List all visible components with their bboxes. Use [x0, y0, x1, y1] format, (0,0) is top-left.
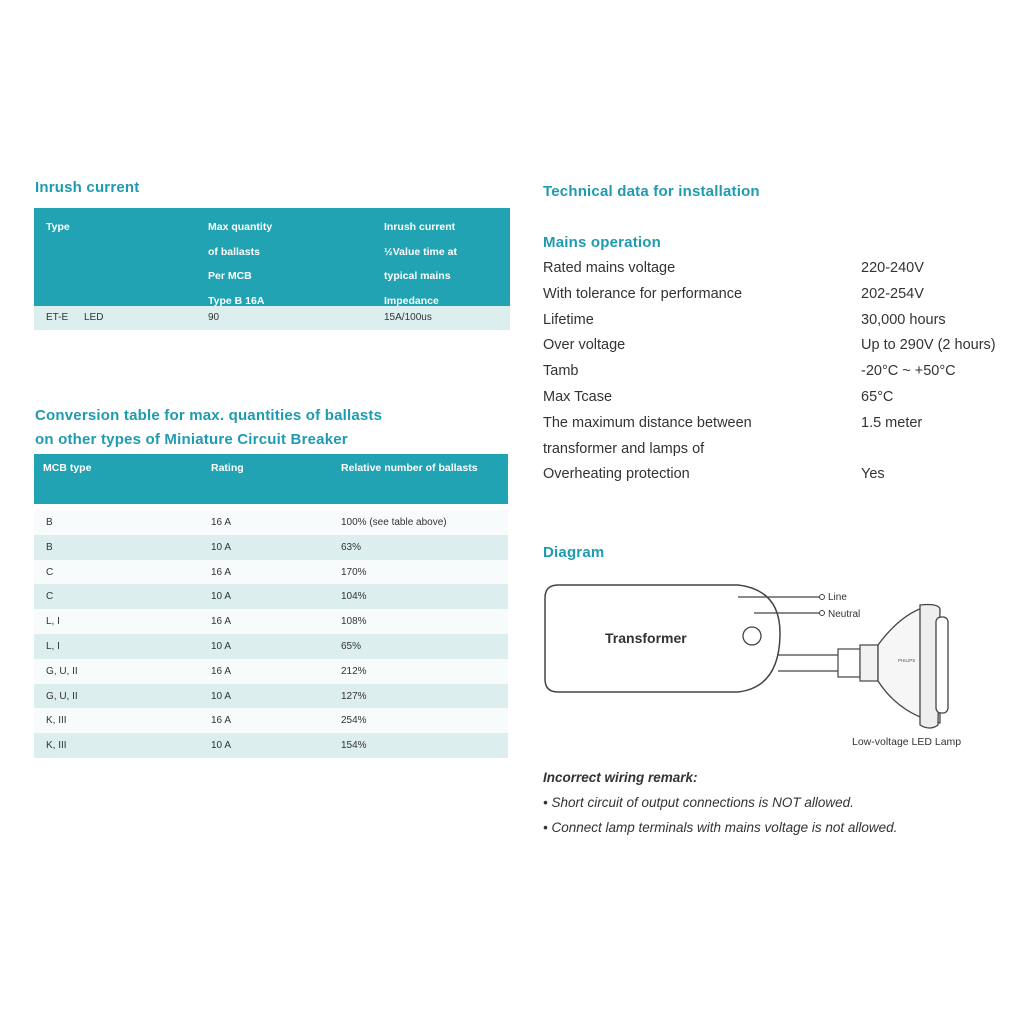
cell-mcb-type: K, III: [46, 715, 67, 727]
cell-rating: 10 A: [211, 640, 232, 652]
cell-mcb-type: C: [46, 591, 54, 603]
spec-row: [543, 284, 1013, 310]
cell-rating: 10 A: [211, 740, 232, 752]
wiring-diagram: [540, 575, 1000, 755]
spec-label: Max Tcase: [543, 388, 613, 405]
spec-row: [543, 310, 1013, 336]
cell-mcb-type: G, U, II: [46, 690, 78, 702]
neutral-label: Neutral: [828, 609, 861, 620]
header-max-quantity: Max quantity of ballasts Per MCB Type B 16A: [208, 221, 273, 307]
spec-value: 30,000 hours: [861, 311, 946, 328]
table-row: [34, 733, 508, 758]
remark-item-2: • Connect lamp terminals with mains voltage is not allowed.: [543, 820, 898, 835]
table-row: [34, 708, 508, 733]
cell-relative: 108%: [341, 616, 367, 628]
spec-value: 65°C: [861, 388, 894, 405]
cell-inrush: 15A/100us: [384, 312, 432, 323]
spec-label: Overheating protection: [543, 466, 690, 483]
header-mcb-type: MCB type: [43, 462, 92, 474]
spec-value: Yes: [861, 466, 885, 483]
table-row: [34, 634, 508, 659]
inrush-title: Inrush current: [35, 179, 140, 196]
cell-mcb-type: G, U, II: [46, 665, 78, 677]
inrush-table-header: [34, 208, 510, 306]
cell-rating: 10 A: [211, 541, 232, 553]
header-type: Type: [46, 221, 70, 233]
spec-label: Rated mains voltage: [543, 260, 676, 276]
spec-row: [543, 439, 1013, 465]
table-row: [34, 684, 508, 709]
lamp-face: [936, 617, 948, 713]
line-label: Line: [828, 592, 847, 603]
table-row: [34, 510, 508, 535]
cell-relative: 170%: [341, 566, 367, 578]
neutral-terminal: [820, 611, 825, 616]
spec-row: [543, 387, 1013, 413]
table-row: [34, 306, 510, 330]
lamp-brand: PHILIPS: [898, 658, 916, 663]
cell-rating: 16 A: [211, 715, 232, 727]
spec-value: 202-254V: [861, 285, 924, 302]
spec-row: [543, 361, 1013, 387]
line-terminal: [820, 595, 825, 600]
inrush-table: [34, 208, 510, 330]
transformer-label: Transformer: [605, 630, 687, 646]
cell-relative: 154%: [341, 740, 367, 752]
table-row: [34, 659, 508, 684]
table-row: [34, 584, 508, 609]
cell-rating: 16 A: [211, 566, 232, 578]
cell-mcb-type: C: [46, 566, 54, 578]
mains-title: Mains operation: [543, 234, 662, 251]
conversion-table-header: [34, 454, 508, 504]
spec-value: 1.5 meter: [861, 414, 923, 431]
table-row: [34, 560, 508, 585]
lamp-pins: [838, 649, 860, 677]
cell-rating: 16 A: [211, 517, 232, 528]
cell-relative: 104%: [341, 591, 367, 603]
conversion-table: [34, 454, 508, 758]
cell-mcb-type: L, I: [46, 616, 60, 628]
cell-relative: 65%: [341, 640, 362, 652]
header-relative: Relative number of ballasts: [341, 462, 478, 474]
cell-rating: 16 A: [211, 665, 232, 677]
spec-row: [543, 464, 1013, 490]
table-row: [34, 535, 508, 560]
cell-mcb-type: B: [46, 541, 53, 553]
spec-label: Tamb: [543, 363, 579, 380]
spec-value: Up to 290V (2 hours): [861, 337, 996, 354]
cell-relative: 127%: [341, 690, 367, 702]
spec-label: Lifetime: [543, 311, 594, 328]
technical-title: Technical data for installation: [543, 183, 760, 200]
spec-value: -20°C ~ +50°C: [861, 363, 956, 380]
remark-title: Incorrect wiring remark:: [543, 770, 698, 785]
mains-list: [543, 258, 1013, 490]
remark-item-1: • Short circuit of output connections is NOT allowed.: [543, 795, 854, 810]
cell-rating: 10 A: [211, 690, 232, 702]
cell-mcb-type: L, I: [46, 640, 60, 652]
spec-row: [543, 413, 1013, 439]
spec-label: Over voltage: [543, 337, 626, 354]
lamp-base: [860, 645, 878, 681]
cell-relative: 212%: [341, 665, 367, 677]
spec-label: transformer and lamps of: [543, 440, 705, 457]
cell-quantity: 90: [208, 312, 220, 323]
conversion-rows: [34, 510, 508, 758]
lamp-label: Low-voltage LED Lamp: [852, 736, 962, 748]
cell-mcb-type: B: [46, 517, 53, 528]
terminal-knob: [743, 627, 761, 645]
table-row: [34, 609, 508, 634]
cell-mcb-type: K, III: [46, 740, 67, 752]
cell-rating: 10 A: [211, 591, 232, 603]
spec-row: [543, 335, 1013, 361]
spec-row: [543, 258, 1013, 284]
cell-relative: 100% (see table above): [341, 517, 447, 528]
cell-relative: 254%: [341, 715, 367, 727]
header-inrush-current: Inrush current ½Value time at typical mains Impedance: [384, 221, 457, 307]
conversion-title: Conversion table for max. quantities of ballasts on other types of Miniature Circuit Breaker: [35, 407, 383, 448]
diagram-title: Diagram: [543, 544, 605, 561]
cell-type-b: LED: [84, 312, 104, 323]
cell-relative: 63%: [341, 541, 362, 553]
spec-value: 220-240V: [861, 260, 924, 276]
cell-rating: 16 A: [211, 616, 232, 628]
header-rating: Rating: [211, 462, 244, 474]
spec-label: The maximum distance between: [543, 414, 752, 431]
spec-label: With tolerance for performance: [543, 285, 743, 302]
cell-type-a: ET-E: [46, 312, 69, 323]
